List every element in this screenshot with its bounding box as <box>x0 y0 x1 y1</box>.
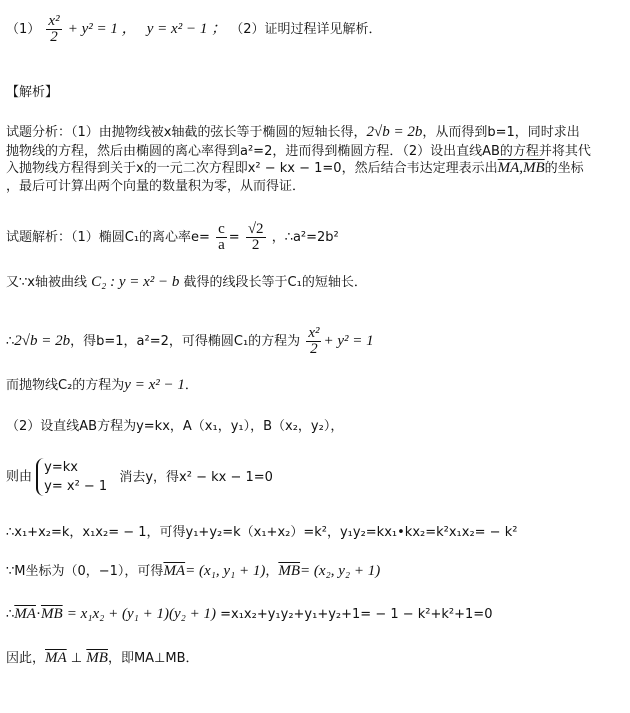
parabola-equation: y = x² − 1 ； <box>146 21 227 37</box>
solution-text: 又∵x轴被曲线 <box>6 275 87 290</box>
fraction-denominator: 2 <box>50 29 58 45</box>
solution-text: 因此， <box>6 651 46 666</box>
vector-mb-coords: = (x₂, y₂ + 1) <box>300 563 381 579</box>
fraction-numerator: x² <box>308 325 320 341</box>
analysis-text: 的坐标 <box>544 161 584 176</box>
fraction-numerator: c <box>218 221 225 237</box>
equation-system <box>36 458 107 496</box>
equals-sign: = <box>228 230 240 245</box>
vector-ma: $\overline{MA}$ <box>14 606 36 622</box>
solution-line-9 <box>6 606 492 623</box>
solution-line-7: ∴x₁+x₂=k，x₁x₂= − 1，可得y₁+y₂=k（x₁+x₂）=k²，y₁y₂=kx₁•kx₂=k²x₁x₂= − k² <box>6 525 518 540</box>
ellipse-fraction <box>46 14 61 45</box>
eccentricity-fraction <box>216 222 227 253</box>
solution-line-10 <box>6 650 199 667</box>
solution-text: ，得b=1，a²=2，可得椭圆C₁的方程为 <box>70 334 301 349</box>
answer-part1-label: （1） <box>6 22 41 37</box>
section-title: 【解析】 <box>6 85 59 100</box>
vector-ma-coords: = (x₁, y₁ + 1) <box>185 563 266 579</box>
fraction-denominator: a <box>218 237 225 253</box>
solution-text: ∵M坐标为（0，−1），可得 <box>6 564 164 579</box>
answer-line <box>6 14 382 45</box>
fraction-denominator: 2 <box>310 341 318 357</box>
system-equation-2: y= x² − 1 <box>44 479 108 494</box>
curve-c2-equation: C₂ : y = x² − b <box>91 274 180 290</box>
solution-text: ，∴a²=2b² <box>271 230 339 245</box>
solution-line-5: （2）设直线AB方程为y=kx，A（x₁，y₁），B（x₂，y₂）， <box>6 419 344 434</box>
short-axis-equation: 2√b = 2b <box>14 333 71 349</box>
solution-text: ∴ <box>6 607 15 622</box>
vector-mb: $\overline{MB}$ <box>86 650 108 666</box>
analysis-line-4: ，最后可计算出两个向量的数量积为零，从而得证． <box>6 179 306 194</box>
vector-mb: $\overline{MB}$ <box>40 606 63 622</box>
analysis-text: ，从而得到b=1，同时求出 <box>422 125 580 140</box>
fraction-numerator: x² <box>48 13 60 29</box>
analysis-line-1 <box>6 124 580 141</box>
solution-text: ． <box>184 378 198 393</box>
solution-text: 则由 <box>6 469 33 485</box>
solution-text: 消去y，得x² − kx − 1=0 <box>119 469 273 485</box>
fraction-denominator: 2 <box>251 237 260 253</box>
solution-text: 截得的线段长等于C₁的短轴长． <box>183 275 367 290</box>
parabola-equation: y = x² − 1 <box>124 377 185 393</box>
dot-operator: · <box>35 606 41 622</box>
solution-line-4 <box>6 377 198 394</box>
system-equation-1: y=kx <box>44 460 78 475</box>
analysis-vectors: MA,MB <box>497 160 545 176</box>
analysis-line-2: 抛物线的方程，然后由椭圆的离心率得到a²=2，进而得到椭圆方程．（2）设出直线AB的方程并将其代 <box>6 144 591 159</box>
perpendicular-symbol: ⊥ <box>70 651 83 666</box>
solution-text: 而抛物线C₂的方程为 <box>6 378 125 393</box>
ellipse-fraction <box>306 326 321 357</box>
analysis-math: 2√b = 2b <box>366 124 423 140</box>
analysis-line-3 <box>6 160 584 177</box>
solution-text: ∴ <box>6 334 15 349</box>
answer-part2: （2）证明过程详见解析． <box>230 22 382 37</box>
separator: ， <box>265 564 279 579</box>
solution-text: 试题解析：（1）椭圆C₁的离心率e= <box>6 230 210 245</box>
sqrt2-fraction <box>246 222 266 253</box>
vector-ma: $\overline{MA}$ <box>163 563 186 579</box>
ellipse-equation-rest: + y² = 1 ， <box>67 21 137 37</box>
solution-text: ，即MA⊥MB． <box>107 651 199 666</box>
analysis-text: 入抛物线方程得到关于x的一元二次方程即x² − kx − 1=0，然后结合韦达定理表示出 <box>6 161 498 176</box>
vector-mb: $\overline{MB}$ <box>278 563 301 579</box>
vector-ma: $\overline{MA}$ <box>45 650 67 666</box>
dot-product-expansion: = x₁x₂ + (y₁ + 1)(y₂ + 1) <box>66 606 216 622</box>
solution-line-2 <box>6 274 367 291</box>
solution-line-3 <box>6 326 374 357</box>
solution-line-8 <box>6 563 380 580</box>
solution-line-6 <box>6 458 273 496</box>
fraction-numerator: √2 <box>247 221 264 237</box>
solution-text: =x₁x₂+y₁y₂+y₁+y₂+1= − 1 − k²+k²+1=0 <box>220 607 493 622</box>
ellipse-equation-rest: + y² = 1 <box>323 333 374 349</box>
analysis-text: 试题分析：（1）由抛物线被x轴截的弦长等于椭圆的短轴长得， <box>6 125 367 140</box>
solution-line-1 <box>6 222 339 253</box>
